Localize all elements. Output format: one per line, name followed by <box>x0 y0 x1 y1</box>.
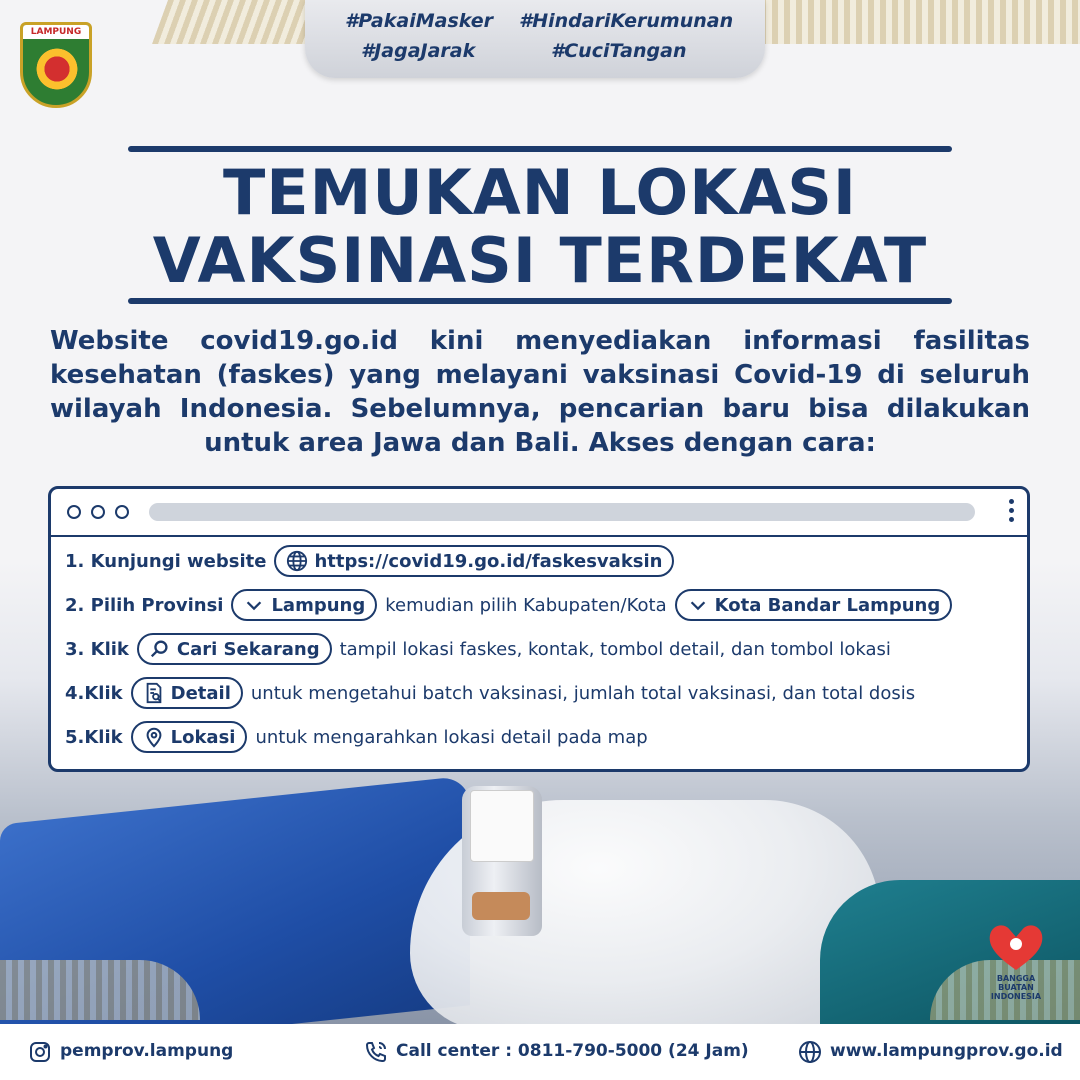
footer <box>0 1024 1080 1080</box>
step-label: 1. Kunjungi website <box>65 550 267 572</box>
step-text: kemudian pilih Kabupaten/Kota <box>385 594 667 616</box>
callcenter-link[interactable] <box>364 1040 749 1062</box>
step-label: 5.Klik <box>65 726 123 748</box>
title-rule-bottom <box>128 298 952 304</box>
document-search-icon <box>143 682 165 704</box>
hashtag: #JagaJarak <box>361 40 476 62</box>
address-bar[interactable] <box>149 503 975 521</box>
search-icon <box>149 638 171 660</box>
window-dot-icon <box>91 505 105 519</box>
ornament-bottom-left <box>0 960 200 1020</box>
detail-button[interactable] <box>131 677 243 709</box>
title-rule-top <box>128 146 952 152</box>
chevron-down-icon <box>687 594 709 616</box>
step-text: untuk mengarahkan lokasi detail pada map <box>255 726 648 748</box>
globe-icon <box>286 550 308 572</box>
browser-toolbar <box>51 489 1027 537</box>
step-2 <box>65 589 952 621</box>
globe-icon <box>798 1040 820 1062</box>
location-button[interactable] <box>131 721 248 753</box>
hashtag: #HindariKerumunan <box>519 10 734 32</box>
step-label: 2. Pilih Provinsi <box>65 594 224 616</box>
window-dot-icon <box>67 505 81 519</box>
step-1 <box>65 545 674 577</box>
chevron-down-icon <box>243 594 265 616</box>
search-now-button[interactable] <box>137 633 332 665</box>
bangga-text: BANGGA BUATAN INDONESIA <box>990 974 1042 1001</box>
step-text: untuk mengetahui batch vaksinasi, jumlah total vaksinasi, dan total dosis <box>250 682 916 704</box>
callcenter-text: Call center : 0811-790-5000 (24 Jam) <box>396 1041 749 1061</box>
bangga-buatan-indonesia-logo <box>982 920 1050 1001</box>
page-title-line1: TEMUKAN LOKASI <box>223 156 857 229</box>
detail-label: Detail <box>170 682 231 704</box>
hashtag-banner <box>305 0 765 78</box>
ornament-top-right <box>760 0 1080 44</box>
website-link[interactable] <box>798 1040 1063 1062</box>
instagram-link[interactable] <box>28 1040 233 1062</box>
hashtag: #PakaiMasker <box>345 10 493 32</box>
hashtag: #CuciTangan <box>551 40 687 62</box>
instagram-handle: pemprov.lampung <box>60 1041 234 1061</box>
logo-text: LAMPUNG <box>23 25 89 39</box>
step-text: tampil lokasi faskes, kontak, tombol detail, dan tombol lokasi <box>339 638 891 660</box>
step-5 <box>65 721 648 753</box>
city-value: Kota Bandar Lampung <box>714 594 941 616</box>
province-value: Lampung <box>271 594 366 616</box>
url-link[interactable] <box>274 545 674 577</box>
province-dropdown[interactable] <box>231 589 377 621</box>
step-label: 4.Klik <box>65 682 123 704</box>
window-dot-icon <box>115 505 129 519</box>
search-now-label: Cari Sekarang <box>176 638 320 660</box>
page-title-line2: VAKSINASI TERDEKAT <box>152 224 928 297</box>
kebab-menu-icon[interactable] <box>1009 499 1015 527</box>
step-label: 3. Klik <box>65 638 129 660</box>
intro-paragraph: Website covid19.go.id kini menyediakan informasi fasilitas kesehatan (faskes) yang melayani vaksinasi Covid-19 di seluruh wilayah Indonesia. Sebelumnya, pencarian baru bisa dilakukan untuk area Jawa dan Bali. Akses dengan cara: <box>50 326 1030 458</box>
location-label: Lokasi <box>170 726 236 748</box>
browser-card <box>48 486 1030 772</box>
instagram-icon <box>28 1040 50 1062</box>
city-dropdown[interactable] <box>675 589 953 621</box>
phone-icon <box>364 1040 386 1062</box>
location-pin-icon <box>143 726 165 748</box>
step-3 <box>65 633 891 665</box>
website-text: www.lampungprov.go.id <box>830 1041 1063 1061</box>
lampung-logo <box>20 22 92 108</box>
url-text: https://covid19.go.id/faskesvaksin <box>314 550 663 572</box>
heart-icon <box>986 920 1046 974</box>
vial-cap <box>472 892 530 920</box>
logo-emblem-icon <box>35 47 79 91</box>
vial-label <box>470 790 534 862</box>
step-4 <box>65 677 915 709</box>
